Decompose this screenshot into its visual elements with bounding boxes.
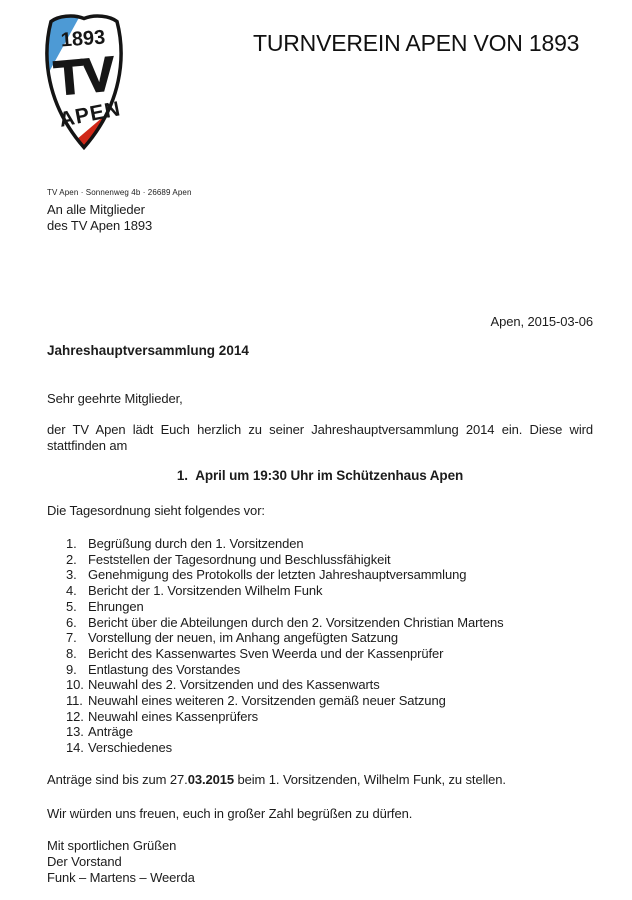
agenda-item bbox=[47, 677, 593, 693]
closing-sentence: Wir würden uns freuen, euch in großer Zahl begrüßen zu dürfen. bbox=[47, 806, 413, 821]
signoff-names: Funk – Martens – Weerda bbox=[47, 870, 195, 885]
agenda-item-text: Genehmigung des Protokolls der letzten Jahreshauptversammlung bbox=[88, 567, 467, 583]
agenda-item bbox=[47, 630, 593, 646]
agenda-item-number: 11. bbox=[66, 693, 83, 709]
signoff-greeting: Mit sportlichen Grüßen bbox=[47, 838, 177, 853]
agenda-item bbox=[47, 615, 593, 631]
agenda-item bbox=[47, 709, 593, 725]
logo-name-text: APEN bbox=[57, 97, 123, 132]
recipient-line-1: An alle Mitglieder bbox=[47, 202, 145, 217]
agenda-item bbox=[47, 599, 593, 615]
agenda-item bbox=[47, 552, 593, 568]
agenda-item-text: Bericht der 1. Vorsitzenden Wilhelm Funk bbox=[88, 583, 323, 599]
letterhead-title: TURNVEREIN APEN VON 1893 bbox=[253, 30, 580, 56]
subject-line: Jahreshauptversammlung 2014 bbox=[47, 343, 249, 358]
deadline-date-bold: 03.2015 bbox=[187, 772, 234, 787]
agenda-item-text: Verschiedenes bbox=[88, 740, 172, 756]
agenda-item bbox=[47, 567, 593, 583]
recipient-block bbox=[47, 202, 152, 234]
agenda-item-number: 1. bbox=[66, 536, 77, 551]
agenda-item bbox=[47, 662, 593, 678]
agenda-item bbox=[47, 724, 593, 740]
deadline-sentence bbox=[47, 772, 607, 788]
agenda-item-text: Begrüßung durch den 1. Vorsitzenden bbox=[88, 536, 304, 551]
agenda-intro: Die Tagesordnung sieht folgendes vor: bbox=[47, 503, 265, 518]
intro-paragraph: der TV Apen lädt Euch herzlich zu seiner Jahreshauptversammlung 2014 ein. Diese wird stattfinden am bbox=[47, 422, 593, 453]
signoff-block bbox=[47, 838, 195, 886]
agenda-item-number: 7. bbox=[66, 630, 77, 646]
agenda-item-text: Anträge bbox=[88, 724, 133, 740]
agenda-item-number: 5. bbox=[66, 598, 77, 614]
agenda-list bbox=[47, 536, 593, 756]
agenda-item-number: 8. bbox=[66, 645, 77, 661]
logo-year-text: 1893 bbox=[60, 26, 106, 52]
deadline-prefix: Anträge sind bis zum 27. bbox=[47, 772, 188, 787]
agenda-item bbox=[47, 693, 593, 709]
logo-initials-text: TV bbox=[52, 48, 116, 106]
agenda-item-number: 12. bbox=[66, 708, 84, 724]
salutation: Sehr geehrte Mitglieder, bbox=[47, 391, 183, 406]
signoff-board: Der Vorstand bbox=[47, 854, 122, 869]
agenda-item-number: 13. bbox=[66, 724, 84, 740]
agenda-item-text: Bericht über die Abteilungen durch den 2. Vorsitzenden Christian Martens bbox=[88, 614, 504, 630]
dateline: Apen, 2015-03-06 bbox=[490, 314, 593, 329]
agenda-item-text: Neuwahl des 2. Vorsitzenden und des Kassenwarts bbox=[88, 677, 380, 693]
agenda-item-number: 6. bbox=[66, 614, 77, 630]
agenda-item-number: 2. bbox=[66, 551, 77, 567]
agenda-item-text: Vorstellung der neuen, im Anhang angefügten Satzung bbox=[88, 630, 399, 646]
deadline-suffix: beim 1. Vorsitzenden, Wilhelm Funk, zu stellen. bbox=[233, 772, 506, 787]
sender-return-address: TV Apen · Sonnenweg 4b · 26689 Apen bbox=[47, 188, 192, 197]
agenda-item-text: Bericht des Kassenwartes Sven Weerda und der Kassenprüfer bbox=[88, 645, 444, 661]
agenda-item bbox=[47, 583, 593, 599]
agenda-item-text: Neuwahl eines weiteren 2. Vorsitzenden gemäß neuer Satzung bbox=[88, 693, 446, 709]
agenda-item-number: 10. bbox=[66, 677, 84, 693]
agenda-item bbox=[47, 740, 593, 756]
agenda-item-text: Ehrungen bbox=[88, 598, 144, 614]
club-logo-svg bbox=[38, 13, 130, 152]
agenda-item-text: Entlastung des Vorstandes bbox=[88, 661, 241, 677]
agenda-item bbox=[47, 646, 593, 662]
agenda-item-text: Feststellen der Tagesordnung und Beschlussfähigkeit bbox=[88, 551, 391, 567]
agenda-item-number: 14. bbox=[66, 740, 84, 756]
agenda-item bbox=[47, 536, 593, 552]
agenda-item-number: 3. bbox=[66, 567, 77, 583]
recipient-line-2: des TV Apen 1893 bbox=[47, 218, 153, 233]
agenda-item-text: Neuwahl eines Kassenprüfers bbox=[88, 708, 259, 724]
event-line: 1. April um 19:30 Uhr im Schützenhaus Apen bbox=[176, 468, 464, 483]
club-logo bbox=[38, 13, 130, 152]
agenda-item-number: 4. bbox=[66, 583, 77, 599]
agenda-item-number: 9. bbox=[66, 661, 77, 677]
